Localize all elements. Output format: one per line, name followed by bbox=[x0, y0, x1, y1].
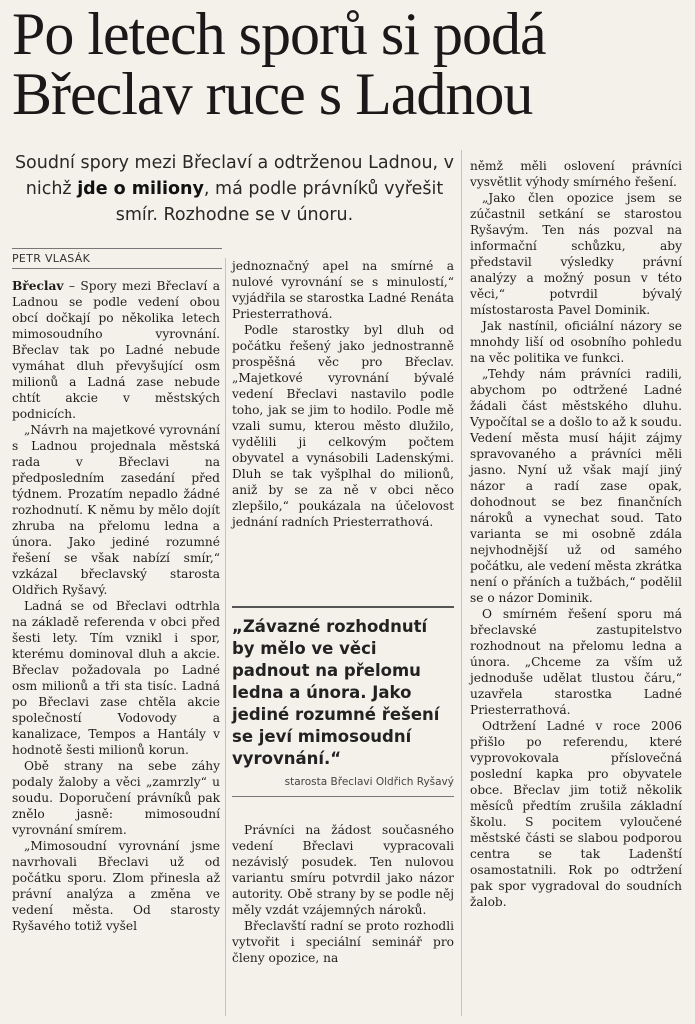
article-column-3 bbox=[470, 158, 682, 910]
lead-text-before: Soudní spory mezi Břeclaví a odtrženou Ladnou, v nichž bbox=[14, 153, 455, 199]
article-column-1 bbox=[12, 278, 220, 934]
dateline: Břeclav bbox=[12, 279, 64, 293]
article-column-2-continued bbox=[232, 822, 454, 966]
paragraph: němž měli oslovení právníci vysvětlit výhody smírného řešení. bbox=[470, 159, 682, 189]
pull-quote-attribution: starosta Břeclavi Oldřich Ryšavý bbox=[284, 776, 454, 788]
paragraph: Právníci na žádost současného vedení Břeclavi vypracovali nezávislý posudek. Ten nulovou variantu smíru potvrdil jako názor autority. Obě strany by se podle něj měly vzdát vzájemných nároků. bbox=[232, 823, 454, 917]
paragraph bbox=[12, 278, 220, 422]
headline-line-2: Břeclav ruce s Ladnou bbox=[12, 61, 533, 127]
headline-line-1: Po letech sporů si podá bbox=[12, 1, 546, 67]
column-divider bbox=[461, 150, 462, 1016]
article-lead bbox=[12, 150, 457, 228]
lead-text-bold: jde o miliony bbox=[77, 179, 204, 199]
column-divider bbox=[225, 258, 226, 1016]
paragraph: „Návrh na majetkové vyrovnání s Ladnou projednala městská rada v Břeclavi na předposledním zasedání před týdnem. Prozatím nepadlo žádné rozhodnutí. K němu by mělo dojít zhruba na přelomu ledna a února. Jako jediné rozumné řešení se však nabízí smír,“ vzkázal břeclavský starosta Oldřich Ryšavý. bbox=[12, 423, 220, 597]
article-headline bbox=[12, 1, 692, 127]
paragraph: „Jako člen opozice jsem se zúčastnil setkání se starostou Ryšavým. Ten nás pozval na informační schůzku, aby představil výsledky právní analýzy a možný posun v této věci,“ potvrdil bývalý místostarosta Pavel Dominik. bbox=[470, 191, 682, 317]
paragraph: Obě strany na sebe záhy podaly žaloby a věci „zamrzly“ u soudu. Doporučení právníků pak znělo jasně: mimosoudní vyrovnání smírem. bbox=[12, 759, 220, 837]
paragraph: Jak nastínil, oficiální názory se mnohdy liší od osobního pohledu na věc politika ve funkci. bbox=[470, 319, 682, 365]
paragraph: Břeclavští radní se proto rozhodli vytvořit i speciální seminář pro členy opozice, na bbox=[232, 919, 454, 965]
pull-quote bbox=[232, 606, 454, 797]
paragraph: Podle starostky byl dluh od počátku řešený jako jednostranně prospěšná věc pro Břeclav. „Majetkové vyrovnání bývalé vedení Břeclavi nastavilo podle toho, jak se jim to hodilo. Podle mě vzali sumu, kterou město dlužilo, vydělili ji celkovým počtem obyvatel a vynásobili Ladenskými. Dluh se tak vyšplhal do milionů, aniž by se za ně v obci něco zlepšilo,“ poukázala na účelovost jednání radních Priesterrathová. bbox=[232, 323, 454, 529]
author-byline: PETR VLASÁK bbox=[12, 252, 91, 265]
paragraph: O smírném řešení sporu má břeclavské zastupitelstvo rozhodnout na přelomu ledna a února. „Chceme za vším už jednoduše udělat tlustou čáru,“ uzavřela starostka Ladné Priesterrathová. bbox=[470, 607, 682, 717]
author-rule-bottom bbox=[12, 268, 222, 269]
lead-text-after: , má podle právníků vyřešit smír. Rozhodne se v únoru. bbox=[115, 179, 444, 225]
article-column-2 bbox=[232, 258, 454, 530]
paragraph: Ladná se od Břeclavi odtrhla na základě referenda v obci před šesti lety. Tím vznikl i spor, kterému dominoval dluh a akcie. Břeclav požadovala po Ladné osm milionů a tři sta tisíc. Ladná po Břeclavi zase chtěla akcie společností Vodovody a kanalizace, Tempos a Hantály v hodnotě šesti milionů korun. bbox=[12, 599, 220, 757]
author-rule-top bbox=[12, 248, 222, 249]
pull-quote-text: „Závazné rozhodnutí by mělo ve věci padnout na přelomu ledna a února. Jako jediné rozumné řešení se jeví mimosoudní vyrovnání.“ bbox=[232, 617, 440, 768]
paragraph: „Mimosoudní vyrovnání jsme navrhovali Břeclavi už od počátku sporu. Zlom přinesla až právní analýza a změna ve vedení města. Od starosty Ryšavého totiž vyšel bbox=[12, 839, 220, 933]
paragraph-text: – Spory mezi Břeclaví a Ladnou se podle vedení obou obcí dočkají po několika letech mimosoudního vyrovnání. Břeclav tak po Ladné nebude vymáhat dluh převyšující osm milionů a Ladná zase nebude chtít akcie v městských podnicích. bbox=[12, 279, 220, 421]
paragraph: jednoznačný apel na smírné a nulové vyrovnání se s minulostí,“ vyjádřila se starostka Ladné Renáta Priesterrathová. bbox=[232, 259, 454, 321]
paragraph: „Tehdy nám právníci radili, abychom po odtržené Ladné žádali část městského dluhu. Vypočítal se a došlo to až k soudu. Vedení města musí hájit zájmy spravovaného a právníci měli jasno. Nyní už však mají jiný názor a radí zase opak, dohodnout se bez finančních nároků a vynechat soud. Tato varianta se mi osobně zdála nejvhodnější už od samého počátku, ale vedení města zkrátka není o přáních a tužbách,“ podělil se o názor Dominik. bbox=[470, 367, 682, 605]
paragraph: Odtržení Ladné v roce 2006 přišlo po referendu, které vyprovokovala příslovečná poslední kapka pro obyvatele obce. Břeclav jim totiž několik měsíců předtím zrušila základní školu. S pocitem vyloučené městské části se slabou podporou centra se tak Ladenští osamostatnili. Rok po odtržení pak spor vygradoval do soudních žalob. bbox=[470, 719, 682, 909]
